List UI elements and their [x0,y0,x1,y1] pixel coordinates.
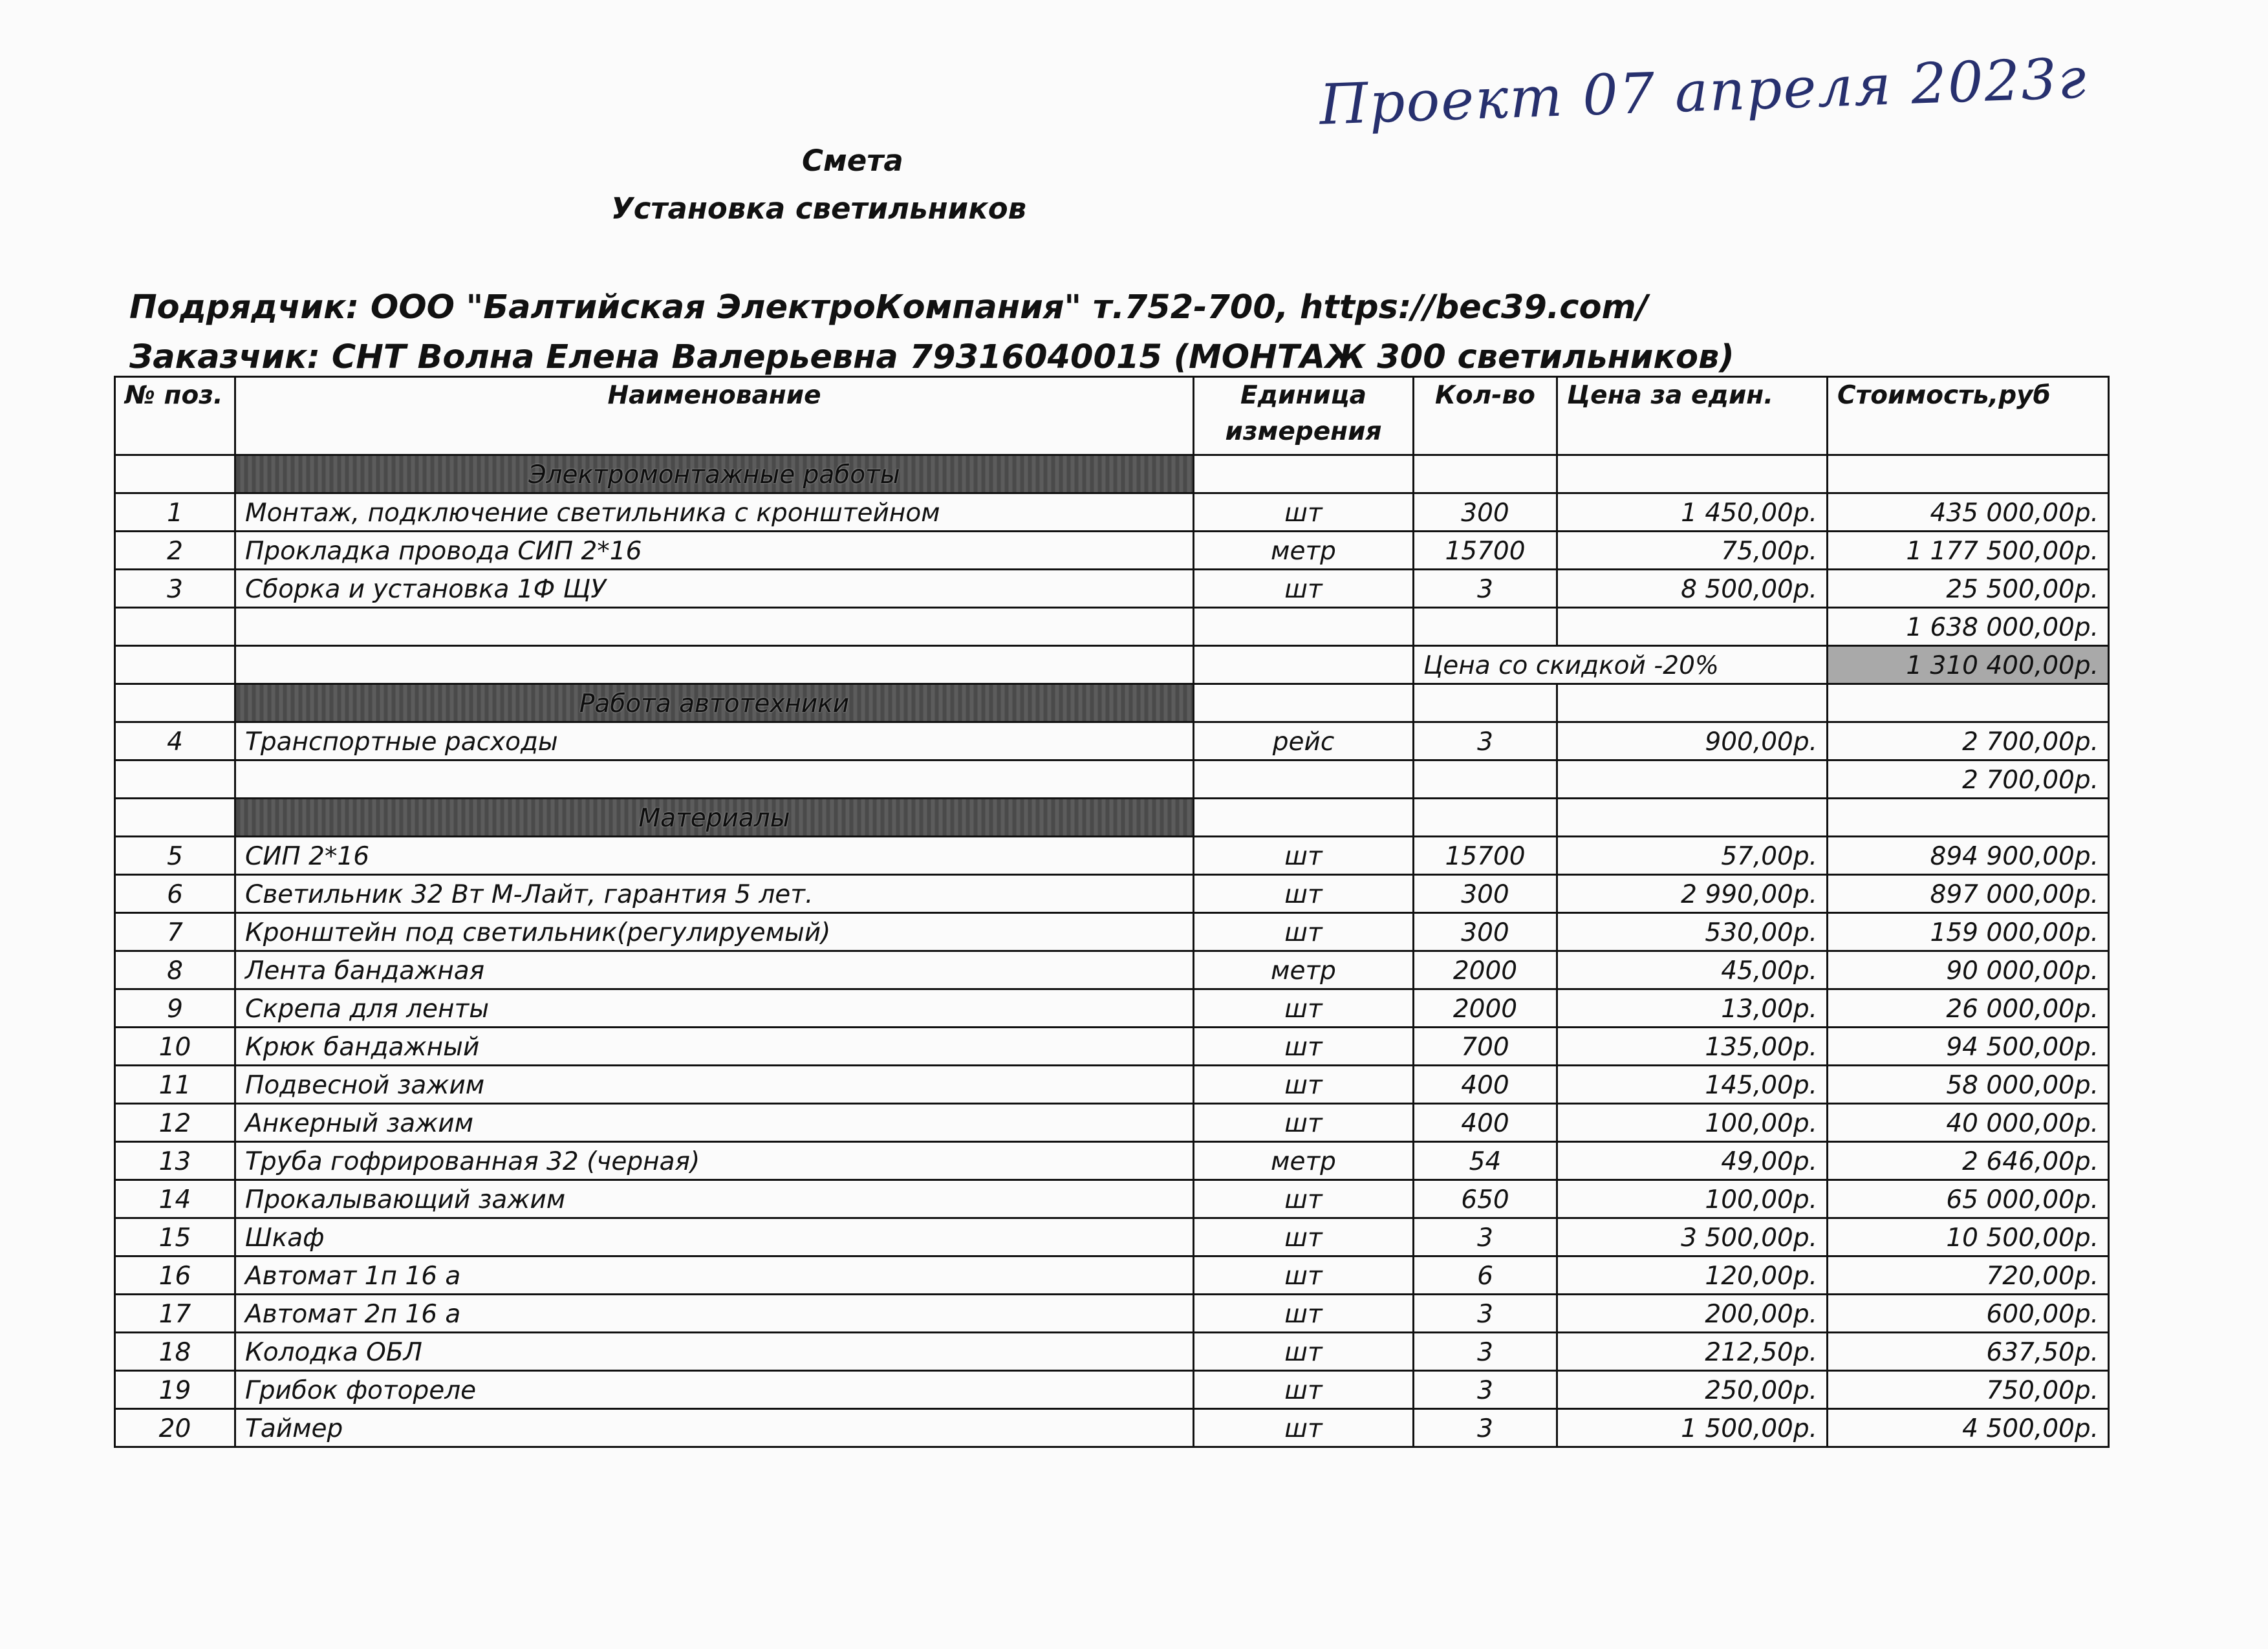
row-number: 16 [115,1256,235,1295]
item-cost: 2 646,00р. [1828,1142,2109,1180]
row-number: 14 [115,1180,235,1218]
empty-cell [115,799,235,837]
item-price: 8 500,00р. [1557,570,1828,608]
item-cost: 10 500,00р. [1828,1218,2109,1256]
empty-cell [1414,760,1557,799]
item-cost: 894 900,00р. [1828,837,2109,875]
item-price: 1 450,00р. [1557,493,1828,532]
item-cost: 435 000,00р. [1828,493,2109,532]
item-quantity: 650 [1414,1180,1557,1218]
table-row [115,1295,2109,1333]
item-unit: шт [1194,1295,1414,1333]
empty-cell [235,608,1194,646]
customer-line: Заказчик: СНТ Волна Елена Валерьевна 79316040015 (МОНТАЖ 300 светильников) [129,338,1734,376]
table-row [115,1104,2109,1142]
item-unit: шт [1194,1256,1414,1295]
empty-cell [115,455,235,493]
discount-label: Цена со скидкой -20% [1414,646,1828,684]
item-price: 75,00р. [1557,532,1828,570]
item-quantity: 300 [1414,913,1557,951]
table-row [115,1409,2109,1447]
item-price: 100,00р. [1557,1104,1828,1142]
header-unit: Единица измерения [1194,377,1414,455]
table-row [115,951,2109,989]
item-unit: метр [1194,951,1414,989]
row-number: 5 [115,837,235,875]
empty-cell [1414,684,1557,722]
row-number: 17 [115,1295,235,1333]
table-row [115,570,2109,608]
item-unit: шт [1194,1409,1414,1447]
item-cost: 40 000,00р. [1828,1104,2109,1142]
empty-cell [1194,760,1414,799]
row-number: 1 [115,493,235,532]
section-title [235,799,1194,837]
item-name: Грибок фотореле [235,1371,1194,1409]
item-quantity: 6 [1414,1256,1557,1295]
item-name: Скрепа для ленты [235,989,1194,1028]
section-header-row [115,455,2109,493]
item-cost: 26 000,00р. [1828,989,2109,1028]
item-price: 900,00р. [1557,722,1828,760]
row-number: 6 [115,875,235,913]
item-unit: шт [1194,1028,1414,1066]
item-name: Анкерный зажим [235,1104,1194,1142]
section-title-text: Материалы [638,804,790,833]
item-unit: шт [1194,570,1414,608]
row-number: 19 [115,1371,235,1409]
empty-cell [115,646,235,684]
item-price: 57,00р. [1557,837,1828,875]
item-cost: 2 700,00р. [1828,722,2109,760]
item-quantity: 400 [1414,1104,1557,1142]
empty-cell [235,760,1194,799]
item-quantity: 300 [1414,493,1557,532]
item-cost: 897 000,00р. [1828,875,2109,913]
item-cost: 58 000,00р. [1828,1066,2109,1104]
item-price: 200,00р. [1557,1295,1828,1333]
subtotal-row [115,608,2109,646]
row-number: 3 [115,570,235,608]
item-cost: 94 500,00р. [1828,1028,2109,1066]
table-row [115,1256,2109,1295]
item-price: 3 500,00р. [1557,1218,1828,1256]
row-number: 11 [115,1066,235,1104]
document-subtitle: Установка светильников [611,191,1027,226]
table-row [115,722,2109,760]
table-row [115,875,2109,913]
row-number: 20 [115,1409,235,1447]
item-quantity: 15700 [1414,532,1557,570]
table-header-row [115,377,2109,455]
discount-total: 1 310 400,00р. [1828,646,2109,684]
table-row [115,1218,2109,1256]
item-unit: метр [1194,532,1414,570]
table-row [115,1371,2109,1409]
item-quantity: 3 [1414,1371,1557,1409]
item-cost: 25 500,00р. [1828,570,2109,608]
item-price: 13,00р. [1557,989,1828,1028]
item-quantity: 3 [1414,722,1557,760]
row-number: 2 [115,532,235,570]
header-price: Цена за един. [1557,377,1828,455]
empty-cell [1194,684,1414,722]
table-row [115,532,2109,570]
item-quantity: 3 [1414,570,1557,608]
item-cost: 4 500,00р. [1828,1409,2109,1447]
table-body [115,455,2109,1447]
item-price: 145,00р. [1557,1066,1828,1104]
item-unit: шт [1194,493,1414,532]
item-name: СИП 2*16 [235,837,1194,875]
item-name: Таймер [235,1409,1194,1447]
item-cost: 159 000,00р. [1828,913,2109,951]
section-title [235,684,1194,722]
item-quantity: 54 [1414,1142,1557,1180]
item-cost: 720,00р. [1828,1256,2109,1295]
empty-cell [115,608,235,646]
row-number: 18 [115,1333,235,1371]
item-name: Крюк бандажный [235,1028,1194,1066]
estimate-table [114,376,2110,1448]
item-unit: шт [1194,1104,1414,1142]
item-unit: шт [1194,875,1414,913]
item-quantity: 3 [1414,1295,1557,1333]
item-name: Шкаф [235,1218,1194,1256]
empty-cell [1557,799,1828,837]
empty-cell [1557,684,1828,722]
empty-cell [1194,455,1414,493]
item-quantity: 2000 [1414,989,1557,1028]
item-name: Светильник 32 Вт М-Лайт, гарантия 5 лет. [235,875,1194,913]
item-name: Кронштейн под светильник(регулируемый) [235,913,1194,951]
item-unit: рейс [1194,722,1414,760]
item-name: Колодка ОБЛ [235,1333,1194,1371]
document-title: Смета [802,144,903,178]
empty-cell [115,760,235,799]
item-name: Автомат 1п 16 а [235,1256,1194,1295]
table-row [115,1142,2109,1180]
item-name: Прокладка провода СИП 2*16 [235,532,1194,570]
header-num: № поз. [115,377,235,455]
empty-cell [1828,455,2109,493]
row-number: 7 [115,913,235,951]
item-unit: шт [1194,913,1414,951]
subtotal-value: 2 700,00р. [1828,760,2109,799]
item-quantity: 3 [1414,1333,1557,1371]
section-title-text: Электромонтажные работы [528,460,900,490]
item-price: 100,00р. [1557,1180,1828,1218]
item-name: Монтаж, подключение светильника с кронштейном [235,493,1194,532]
empty-cell [1414,799,1557,837]
item-cost: 1 177 500,00р. [1828,532,2109,570]
empty-cell [1194,646,1414,684]
item-name: Автомат 2п 16 а [235,1295,1194,1333]
table-row [115,1333,2109,1371]
item-price: 530,00р. [1557,913,1828,951]
item-name: Транспортные расходы [235,722,1194,760]
header-qty: Кол-во [1414,377,1557,455]
table-row [115,1028,2109,1066]
empty-cell [1828,684,2109,722]
item-unit: шт [1194,837,1414,875]
empty-cell [1414,455,1557,493]
item-unit: метр [1194,1142,1414,1180]
row-number: 4 [115,722,235,760]
empty-cell [1557,608,1828,646]
item-unit: шт [1194,1371,1414,1409]
item-cost: 65 000,00р. [1828,1180,2109,1218]
header-cost: Стоимость,руб [1828,377,2109,455]
empty-cell [115,684,235,722]
item-name: Сборка и установка 1Ф ЩУ [235,570,1194,608]
item-quantity: 2000 [1414,951,1557,989]
item-price: 120,00р. [1557,1256,1828,1295]
table-row [115,1180,2109,1218]
item-quantity: 15700 [1414,837,1557,875]
empty-cell [1557,760,1828,799]
item-unit: шт [1194,1066,1414,1104]
row-number: 9 [115,989,235,1028]
empty-cell [1194,608,1414,646]
item-quantity: 400 [1414,1066,1557,1104]
table-row [115,1066,2109,1104]
row-number: 13 [115,1142,235,1180]
empty-cell [1828,799,2109,837]
discount-row [115,646,2109,684]
row-number: 15 [115,1218,235,1256]
item-price: 135,00р. [1557,1028,1828,1066]
item-cost: 600,00р. [1828,1295,2109,1333]
item-price: 45,00р. [1557,951,1828,989]
empty-cell [1414,608,1557,646]
empty-cell [235,646,1194,684]
item-name: Лента бандажная [235,951,1194,989]
item-unit: шт [1194,989,1414,1028]
table-row [115,989,2109,1028]
row-number: 10 [115,1028,235,1066]
item-cost: 750,00р. [1828,1371,2109,1409]
handwritten-note: Проект 07 апреля 2023г [1318,46,2089,138]
empty-cell [1194,799,1414,837]
item-quantity: 700 [1414,1028,1557,1066]
subtotal-row [115,760,2109,799]
item-quantity: 3 [1414,1218,1557,1256]
item-cost: 90 000,00р. [1828,951,2109,989]
section-header-row [115,799,2109,837]
contractor-line: Подрядчик: ООО "Балтийская ЭлектроКомпания" т.752-700, https://bec39.com/ [129,288,1648,327]
item-quantity: 300 [1414,875,1557,913]
row-number: 8 [115,951,235,989]
item-price: 2 990,00р. [1557,875,1828,913]
section-header-row [115,684,2109,722]
item-price: 250,00р. [1557,1371,1828,1409]
item-price: 49,00р. [1557,1142,1828,1180]
section-title [235,455,1194,493]
item-name: Труба гофрированная 32 (черная) [235,1142,1194,1180]
table-row [115,493,2109,532]
table-row [115,913,2109,951]
item-name: Подвесной зажим [235,1066,1194,1104]
section-title-text: Работа автотехники [579,689,850,718]
item-unit: шт [1194,1180,1414,1218]
item-unit: шт [1194,1333,1414,1371]
subtotal-value: 1 638 000,00р. [1828,608,2109,646]
header-name: Наименование [235,377,1194,455]
item-quantity: 3 [1414,1409,1557,1447]
table-row [115,837,2109,875]
item-cost: 637,50р. [1828,1333,2109,1371]
item-name: Прокалывающий зажим [235,1180,1194,1218]
row-number: 12 [115,1104,235,1142]
item-unit: шт [1194,1218,1414,1256]
item-price: 1 500,00р. [1557,1409,1828,1447]
item-price: 212,50р. [1557,1333,1828,1371]
empty-cell [1557,455,1828,493]
